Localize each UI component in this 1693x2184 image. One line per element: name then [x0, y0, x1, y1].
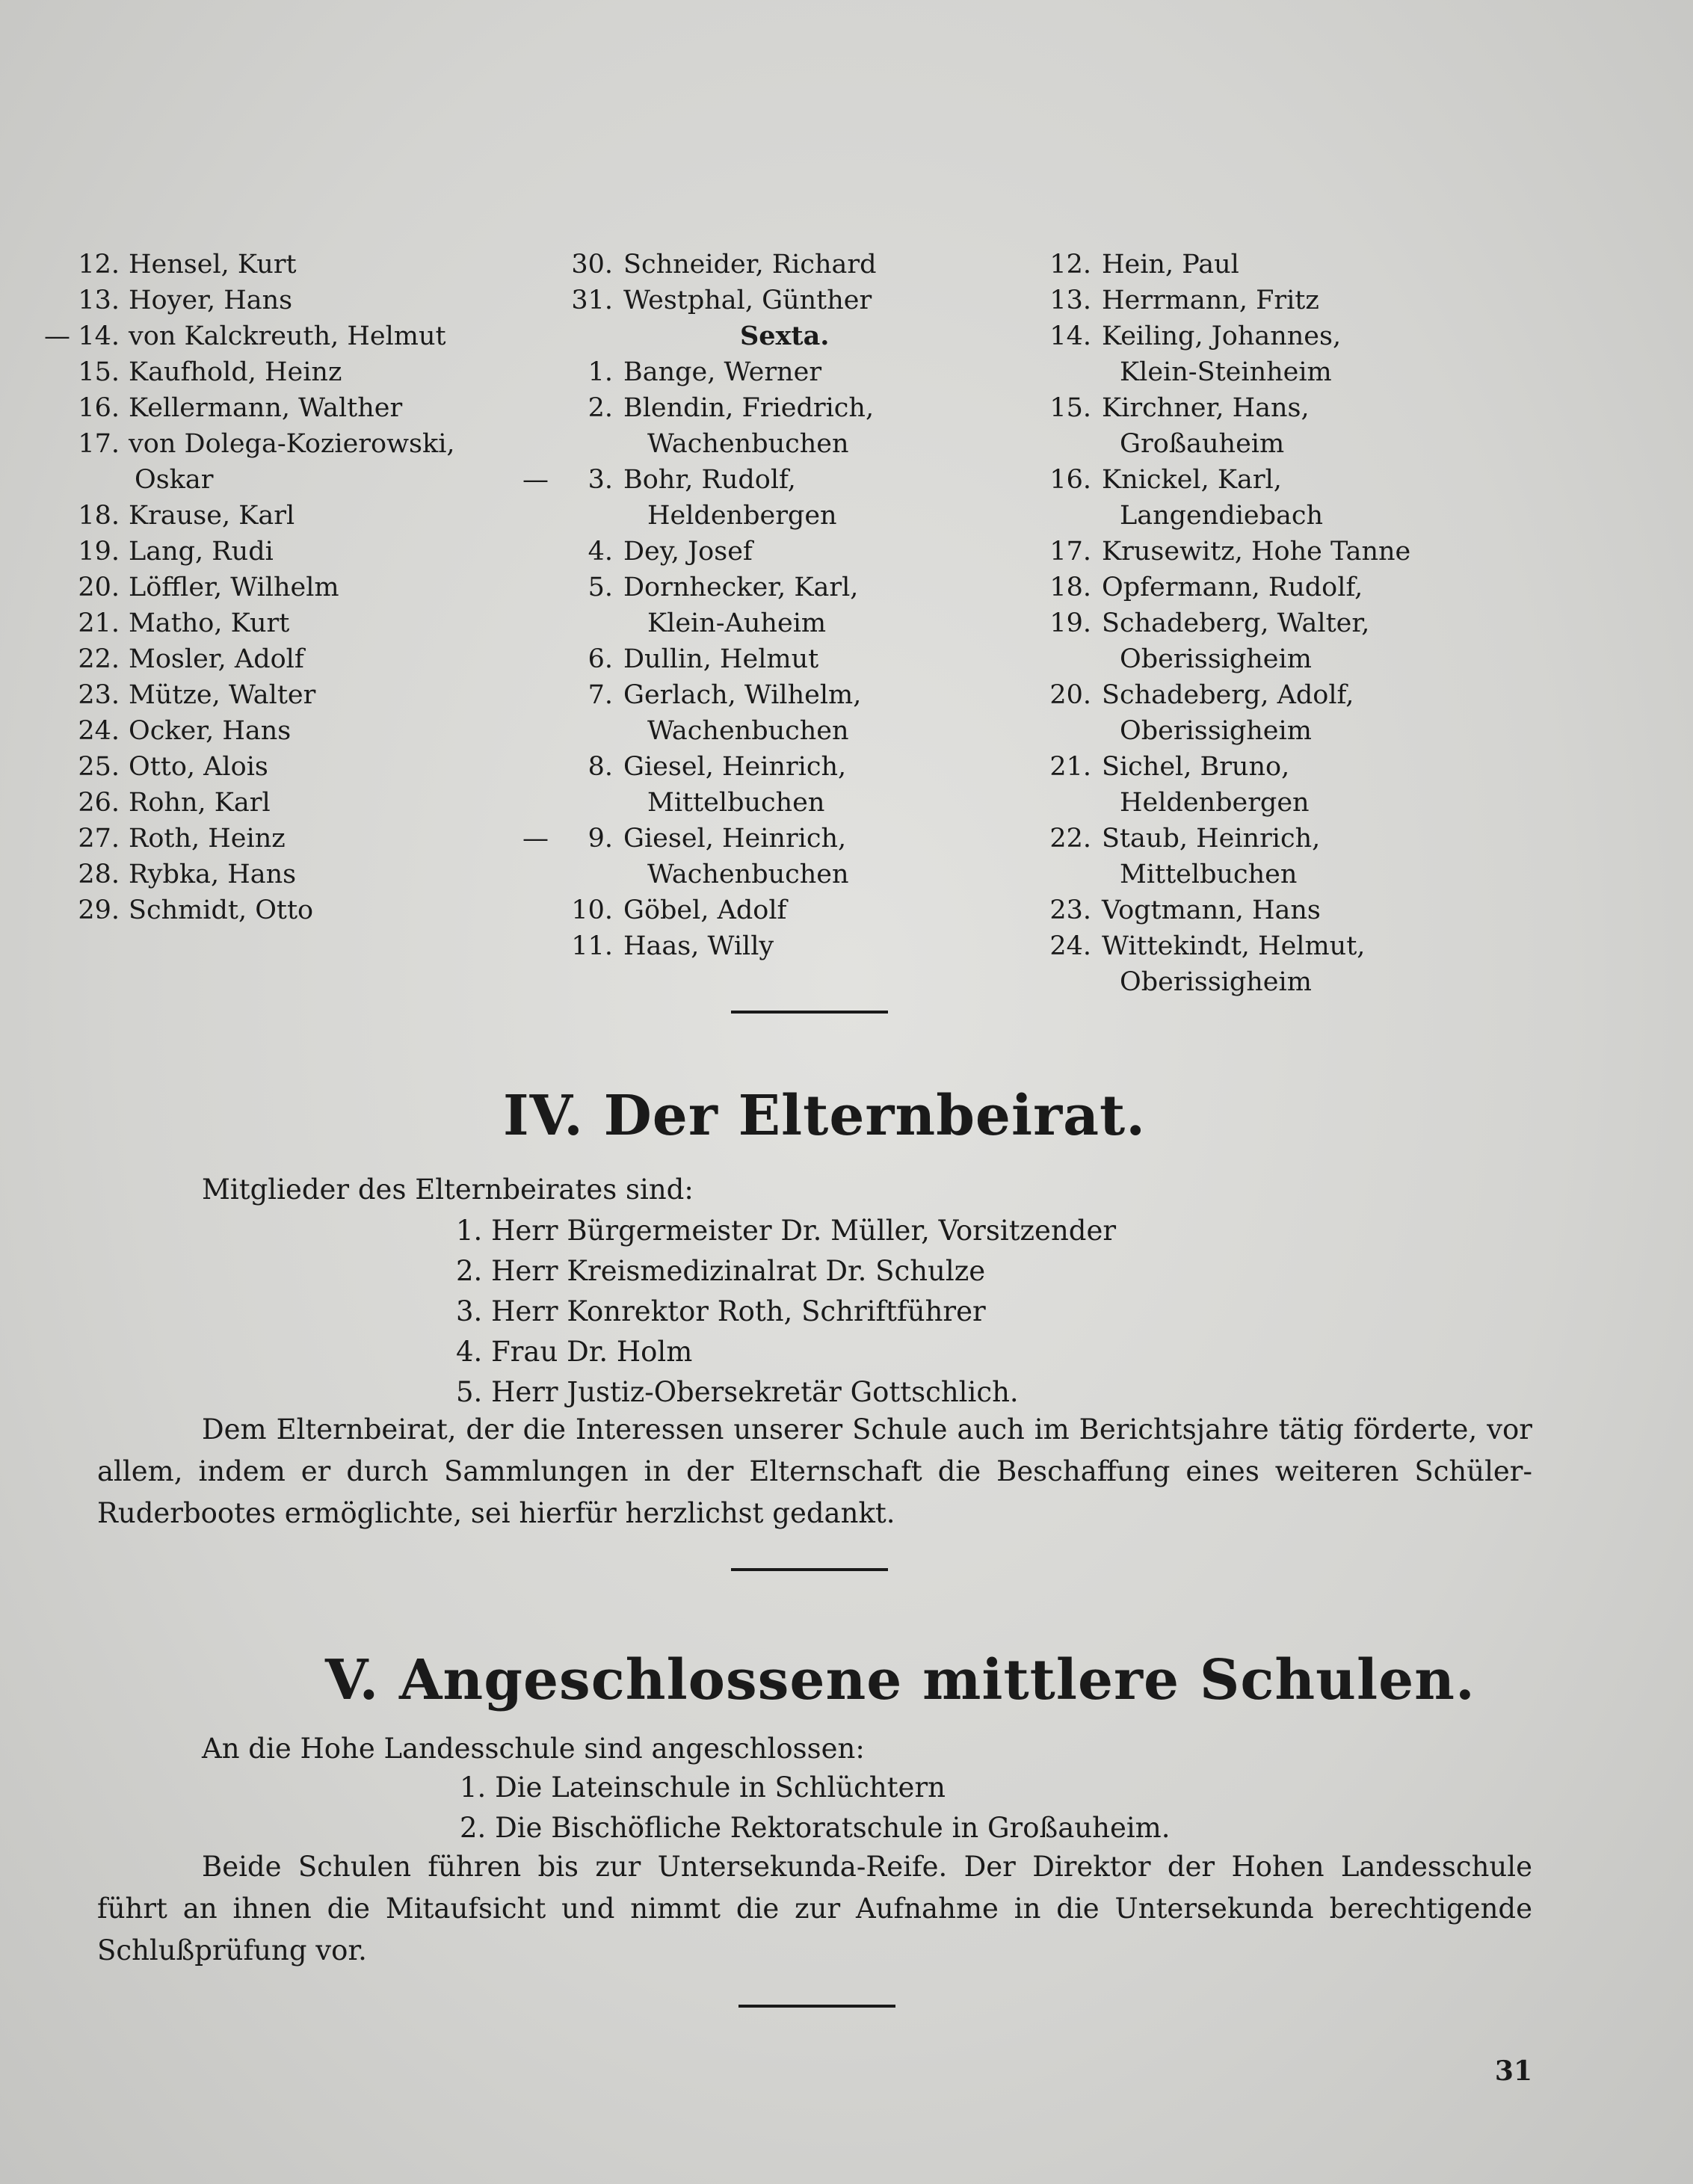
section-5-title: V. Angeschlossene mittlere Schulen.: [325, 1648, 1475, 1712]
entry-name: Lang, Rudi: [129, 537, 274, 567]
entry-mark: —: [522, 824, 549, 854]
student-entry: [75, 354, 538, 390]
entry-number: 22.: [1049, 824, 1091, 854]
entry-number: 1.: [588, 357, 613, 387]
student-entry: [75, 749, 538, 785]
entry-number: 28.: [78, 860, 120, 889]
section-5-paragraph: Beide Schulen führen bis zur Untersekunda-Reife. Der Direktor der Hohen Landesschule führt an ihnen die Mitaufsicht und nimmt die zur Aufnahme in die Untersekunda berechtigende Schlußprüfung vor.: [97, 1851, 1532, 1966]
entry-name: Matho, Kurt: [129, 608, 290, 638]
student-entry: [1031, 677, 1480, 713]
student-entry: [1031, 605, 1480, 641]
student-entry: [75, 247, 538, 283]
entry-name: von Dolega-Kozierowski,: [129, 429, 455, 459]
member-item: 3. Herr Konrektor Roth, Schriftführer: [456, 1295, 986, 1327]
student-entry: [553, 390, 1039, 426]
student-list-column-1: [44, 247, 538, 928]
entry-number: 22.: [78, 644, 120, 674]
student-entry: [553, 247, 1039, 283]
entry-mark: —: [522, 465, 549, 495]
entry-name: Rybka, Hans: [129, 860, 297, 889]
entry-name: Mosler, Adolf: [129, 644, 304, 674]
entry-number: 13.: [1049, 286, 1091, 315]
student-entry: [75, 892, 538, 928]
entry-name: Ocker, Hans: [129, 716, 292, 746]
student-entry: [522, 821, 1039, 857]
entry-number: 16.: [78, 393, 120, 423]
section-divider: [731, 1011, 888, 1014]
entry-name: Hensel, Kurt: [129, 250, 297, 280]
entry-number: 2.: [588, 393, 613, 423]
entry-name: Gerlach, Wilhelm,: [623, 680, 862, 710]
entry-continuation: Mittelbuchen: [647, 788, 825, 818]
school-item: 1. Die Lateinschule in Schlüchtern: [460, 1771, 946, 1804]
entry-number: 20.: [78, 573, 120, 602]
entry-number: 4.: [588, 537, 613, 567]
entry-name: Dullin, Helmut: [623, 644, 819, 674]
student-entry: [75, 677, 538, 713]
entry-name: Sichel, Bruno,: [1102, 752, 1290, 782]
entry-number: 20.: [1049, 680, 1091, 710]
entry-number: 15.: [78, 357, 120, 387]
entry-name: Wittekindt, Helmut,: [1102, 931, 1366, 961]
entry-number: 3.: [588, 465, 613, 495]
student-entry: [75, 390, 538, 426]
entry-number: 23.: [1049, 895, 1091, 925]
entry-number: 10.: [571, 895, 613, 925]
student-entry: [44, 318, 538, 354]
entry-continuation: Wachenbuchen: [647, 429, 849, 459]
student-entry: [553, 283, 1039, 318]
section-4-intro: Mitglieder des Elternbeirates sind:: [202, 1173, 694, 1206]
entry-number: 13.: [78, 286, 120, 315]
entry-number: 15.: [1049, 393, 1091, 423]
student-entry: [75, 570, 538, 605]
entry-name: Rohn, Karl: [129, 788, 271, 818]
entry-number: 9.: [588, 824, 613, 854]
entry-continuation: Oberissigheim: [1120, 644, 1312, 674]
entry-name: Roth, Heinz: [129, 824, 286, 854]
student-entry: [75, 785, 538, 821]
entry-continuation: Wachenbuchen: [647, 716, 849, 746]
entry-continuation: Heldenbergen: [1120, 788, 1310, 818]
student-entry: [75, 426, 538, 462]
entry-number: 12.: [78, 250, 120, 280]
student-entry: [75, 641, 538, 677]
entry-continuation: Mittelbuchen: [1120, 860, 1298, 889]
entry-continuation: Wachenbuchen: [647, 860, 849, 889]
entry-name: Kellermann, Walther: [129, 393, 403, 423]
student-entry: [553, 749, 1039, 785]
student-list-column-3: [1031, 247, 1480, 1000]
entry-name: Giesel, Heinrich,: [623, 752, 847, 782]
entry-name: Kaufhold, Heinz: [129, 357, 342, 387]
section-4-title: IV. Der Elternbeirat.: [503, 1084, 1147, 1148]
entry-number: 17.: [78, 429, 120, 459]
student-entry: [1031, 390, 1480, 426]
student-entry: [1031, 534, 1480, 570]
entry-number: 19.: [78, 537, 120, 567]
entry-number: 8.: [588, 752, 613, 782]
entry-name: Giesel, Heinrich,: [623, 824, 847, 854]
entry-name: Bange, Werner: [623, 357, 822, 387]
entry-number: 26.: [78, 788, 120, 818]
entry-number: 7.: [588, 680, 613, 710]
student-entry: [553, 641, 1039, 677]
member-item: 1. Herr Bürgermeister Dr. Müller, Vorsitzender: [456, 1215, 1117, 1247]
entry-number: 21.: [1049, 752, 1091, 782]
entry-name: Hoyer, Hans: [129, 286, 293, 315]
entry-number: 14.: [1049, 321, 1091, 351]
school-item: 2. Die Bischöfliche Rektoratschule in Großauheim.: [460, 1812, 1171, 1844]
page-number: 31: [1494, 2055, 1532, 2087]
entry-continuation: Heldenbergen: [647, 501, 837, 531]
entry-name: Göbel, Adolf: [623, 895, 787, 925]
entry-name: Dey, Josef: [623, 537, 753, 567]
student-entry: [1031, 821, 1480, 857]
entry-name: Krause, Karl: [129, 501, 295, 531]
student-entry: [553, 534, 1039, 570]
student-entry: [75, 857, 538, 892]
entry-number: 27.: [78, 824, 120, 854]
entry-number: 18.: [1049, 573, 1091, 602]
student-entry: [75, 821, 538, 857]
student-entry: [553, 892, 1039, 928]
class-heading-sexta: Sexta.: [740, 321, 830, 351]
entry-name: Otto, Alois: [129, 752, 268, 782]
section-4-paragraph: Dem Elternbeirat, der die Interessen unserer Schule auch im Berichtsjahre tätig förderte, vor allem, indem er durch Sammlungen in der Elternschaft die Beschaffung eines weiteren Schüler-Ruderbootes ermöglichte, sei hierfür herzlichst gedankt.: [97, 1413, 1532, 1529]
entry-continuation: Langendiebach: [1120, 501, 1324, 531]
entry-number: 31.: [571, 286, 613, 315]
entry-name: Keiling, Johannes,: [1102, 321, 1342, 351]
student-entry: [75, 498, 538, 534]
entry-number: 11.: [571, 931, 613, 961]
entry-name: Kirchner, Hans,: [1102, 393, 1310, 423]
entry-name: Bohr, Rudolf,: [623, 465, 796, 495]
entry-number: 5.: [588, 573, 613, 602]
section-5-intro: An die Hohe Landesschule sind angeschlossen:: [202, 1733, 865, 1765]
entry-name: Schneider, Richard: [623, 250, 877, 280]
entry-continuation: Klein-Steinheim: [1120, 357, 1332, 387]
student-entry: [75, 534, 538, 570]
section-divider: [731, 1568, 888, 1571]
student-entry: [1031, 247, 1480, 283]
entry-number: 19.: [1049, 608, 1091, 638]
entry-continuation: Großauheim: [1120, 429, 1285, 459]
student-entry: [522, 462, 1039, 498]
entry-name: Herrmann, Fritz: [1102, 286, 1319, 315]
entry-number: 18.: [78, 501, 120, 531]
entry-continuation: Oberissigheim: [1120, 716, 1312, 746]
entry-name: Knickel, Karl,: [1102, 465, 1282, 495]
student-entry: [1031, 283, 1480, 318]
entry-number: 6.: [588, 644, 613, 674]
entry-name: Schmidt, Otto: [129, 895, 314, 925]
entry-number: 23.: [78, 680, 120, 710]
entry-name: Vogtmann, Hans: [1102, 895, 1321, 925]
entry-name: Schadeberg, Walter,: [1102, 608, 1370, 638]
student-entry: [553, 570, 1039, 605]
entry-name: Löffler, Wilhelm: [129, 573, 339, 602]
student-entry: [553, 677, 1039, 713]
entry-number: 30.: [571, 250, 613, 280]
entry-number: 16.: [1049, 465, 1091, 495]
entry-continuation: Oberissigheim: [1120, 967, 1312, 997]
entry-name: Opfermann, Rudolf,: [1102, 573, 1363, 602]
student-list-column-2: [522, 247, 1039, 964]
entry-number: 25.: [78, 752, 120, 782]
student-entry: [1031, 318, 1480, 354]
student-entry: [553, 928, 1039, 964]
entry-name: Dornhecker, Karl,: [623, 573, 859, 602]
entry-number: 17.: [1049, 537, 1091, 567]
member-item: 4. Frau Dr. Holm: [456, 1336, 693, 1368]
section-4-member-list: [456, 1211, 1116, 1413]
entry-name: Blendin, Friedrich,: [623, 393, 875, 423]
student-entry: [75, 283, 538, 318]
student-entry: [75, 605, 538, 641]
student-entry: [553, 354, 1039, 390]
entry-name: Schadeberg, Adolf,: [1102, 680, 1354, 710]
entry-number: 29.: [78, 895, 120, 925]
entry-name: Krusewitz, Hohe Tanne: [1102, 537, 1411, 567]
entry-number: 21.: [78, 608, 120, 638]
entry-name: Haas, Willy: [623, 931, 774, 961]
member-item: 2. Herr Kreismedizinalrat Dr. Schulze: [456, 1255, 986, 1287]
entry-number: 14.: [78, 321, 120, 351]
entry-mark: —: [44, 321, 70, 351]
student-entry: [1031, 570, 1480, 605]
entry-number: 24.: [78, 716, 120, 746]
section-5-school-list: [460, 1768, 1171, 1848]
entry-name: Staub, Heinrich,: [1102, 824, 1321, 854]
student-entry: [1031, 928, 1480, 964]
entry-name: Westphal, Günther: [623, 286, 872, 315]
student-entry: [1031, 462, 1480, 498]
student-entry: [1031, 892, 1480, 928]
student-entry: [75, 713, 538, 749]
entry-number: 24.: [1049, 931, 1091, 961]
entry-number: 12.: [1049, 250, 1091, 280]
entry-name: Hein, Paul: [1102, 250, 1239, 280]
entry-continuation: Oskar: [135, 465, 214, 495]
member-item: 5. Herr Justiz-Obersekretär Gottschlich.: [456, 1376, 1019, 1408]
student-entry: [1031, 749, 1480, 785]
entry-name: von Kalckreuth, Helmut: [129, 321, 446, 351]
entry-continuation: Klein-Auheim: [647, 608, 827, 638]
section-divider: [738, 2005, 895, 2008]
entry-name: Mütze, Walter: [129, 680, 316, 710]
